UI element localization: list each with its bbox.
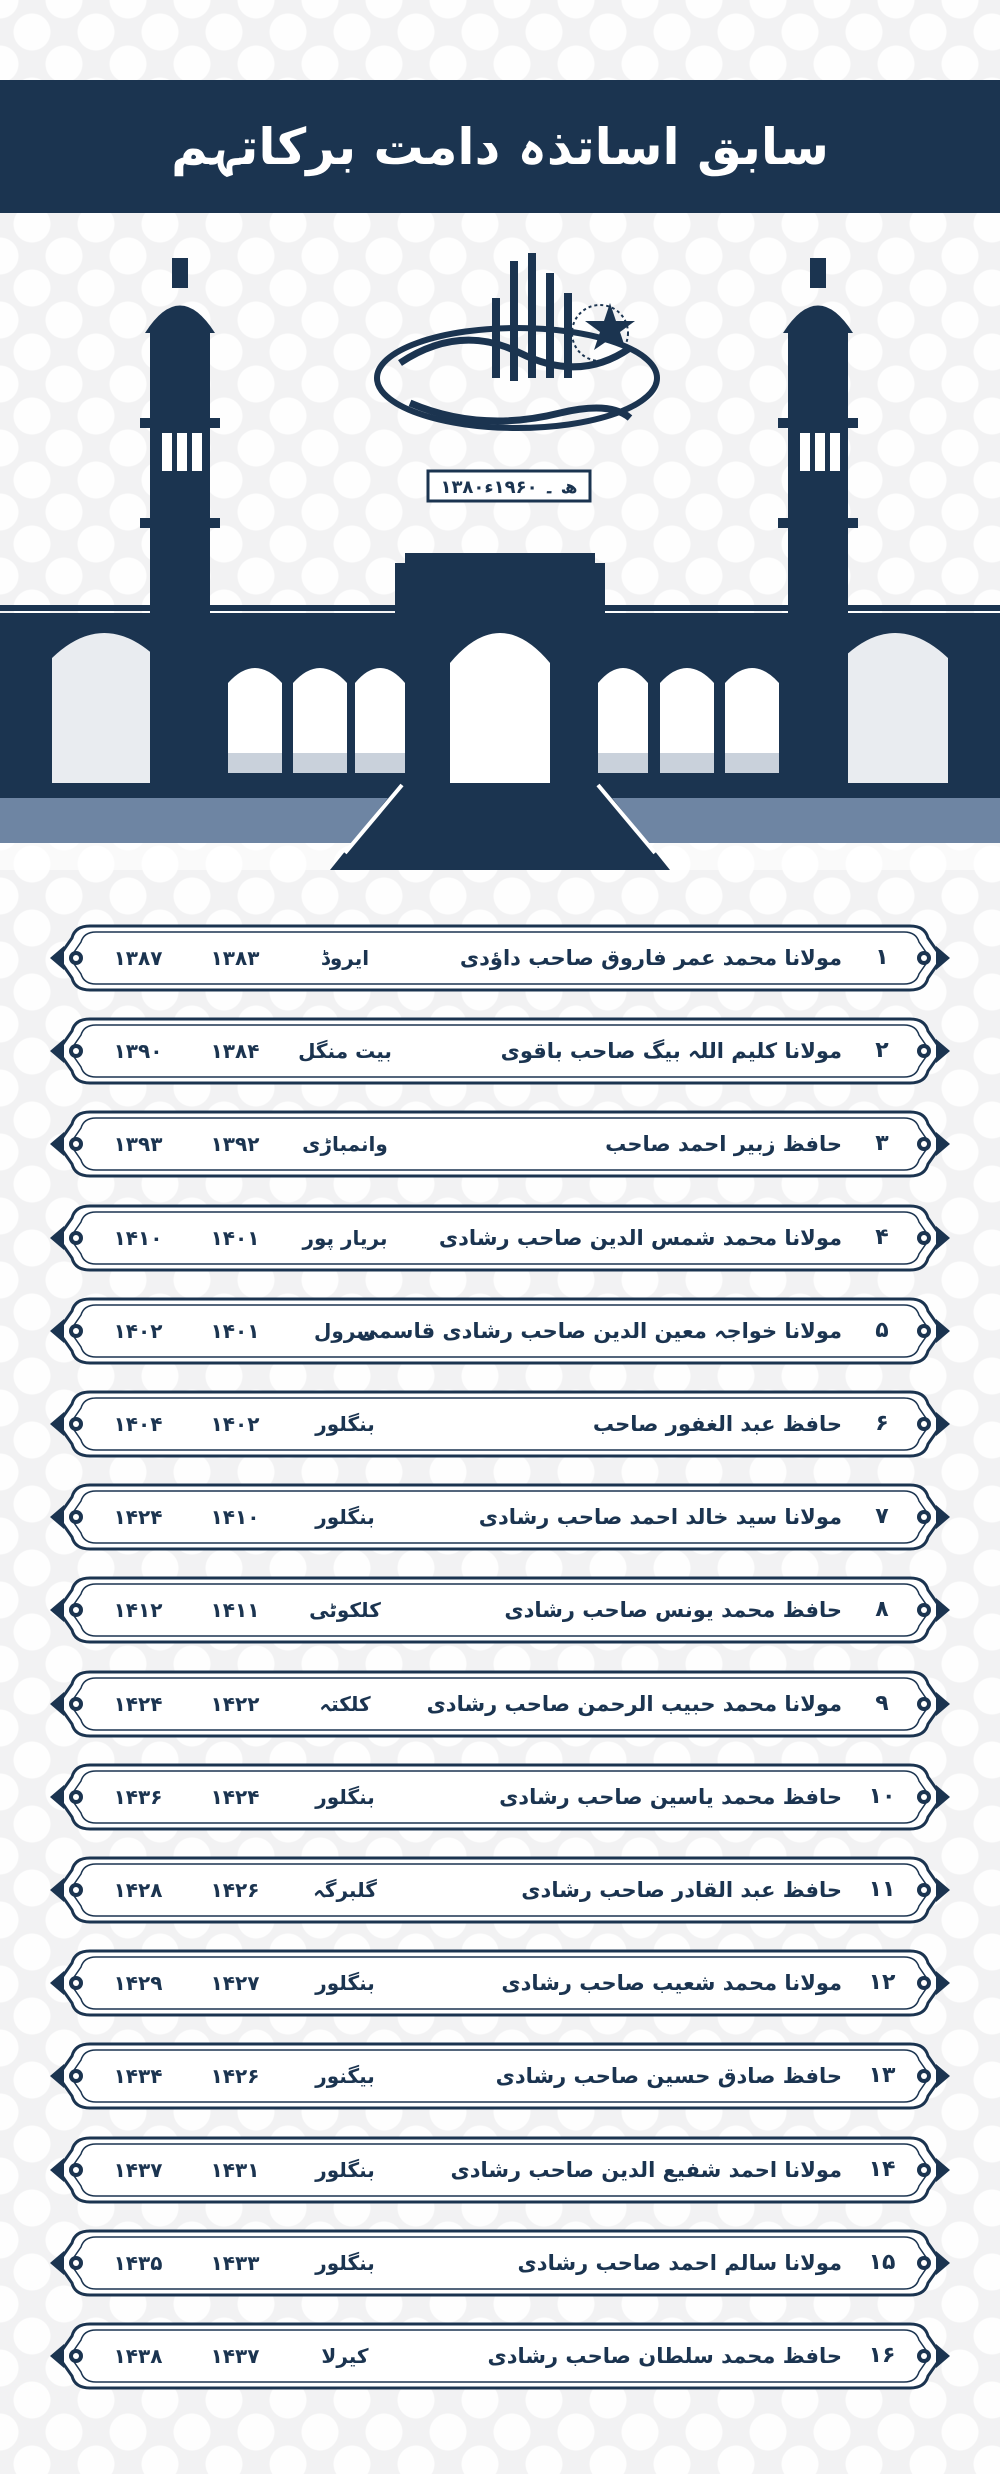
year-from: ۱۴۲۷ [210,1971,260,1995]
year-from: ۱۳۹۲ [210,1132,260,1156]
year-to: ۱۴۲۸ [113,1878,163,1902]
list-item [50,1477,950,1557]
teacher-name: حافظ صادق حسین صاحب رشادی [495,2064,842,2088]
row-number: ۵ [875,1318,889,1343]
teacher-place: بیگنور [315,2064,375,2088]
year-to: ۱۴۳۸ [113,2344,163,2368]
teacher-name: حافظ عبد القادر صاحب رشادی [521,1878,842,1902]
year-from: ۱۴۲۶ [210,1878,260,1902]
teacher-name: مولانا سید خالد احمد صاحب رشادی [478,1505,842,1529]
row-number: ۷ [875,1504,889,1529]
year-to: ۱۴۳۷ [113,2158,163,2182]
list-item [50,2130,950,2210]
teacher-name: حافظ محمد یونس صاحب رشادی [504,1598,842,1622]
teacher-name: مولانا محمد شمس الدین صاحب رشادی [438,1226,842,1250]
teacher-place: کیرلا [321,2344,369,2368]
logo-emblem [377,253,657,501]
left-minaret [140,258,220,798]
teacher-place: گلبرگہ [313,1878,377,1902]
row-number: ۱۲ [868,1970,896,1995]
year-from: ۱۴۰۲ [210,1412,260,1436]
teacher-name: مولانا محمد حبیب الرحمن صاحب رشادی [426,1692,842,1716]
list-item [50,1198,950,1278]
year-to: ۱۴۰۲ [113,1319,163,1343]
year-from: ۱۴۰۱ [210,1319,260,1343]
teacher-name: مولانا احمد شفیع الدین صاحب رشادی [450,2158,842,2182]
founding-year: ۱۳۸۰ھ ۔ ۱۹۶۰ء [440,477,578,498]
teacher-name: مولانا خواجہ معین الدین صاحب رشادی قاسمی [357,1319,842,1343]
teacher-place: کلکتہ [319,1692,371,1716]
row-number: ۹ [875,1691,889,1716]
right-minaret [778,258,858,798]
row-number: ۱۱ [868,1877,896,1902]
teacher-place: بنگلور [315,1971,375,1995]
year-from: ۱۴۲۲ [210,1692,260,1716]
teacher-place: وانمباڑی [302,1132,388,1156]
row-number: ۱۵ [868,2250,896,2275]
row-number: ۸ [875,1597,889,1622]
teacher-place: بنگلور [315,1785,375,1809]
year-from: ۱۴۳۱ [210,2158,260,2182]
year-to: ۱۳۹۰ [113,1039,163,1063]
year-to: ۱۴۲۴ [113,1505,163,1529]
list-item [50,1104,950,1184]
teacher-name: مولانا سالم احمد صاحب رشادی [517,2251,842,2275]
list-item [50,1570,950,1650]
list-item [50,2223,950,2303]
page-title: سابق اساتذہ دامت برکاتہم [171,117,829,176]
year-from: ۱۴۳۷ [210,2344,260,2368]
year-to: ۱۴۳۶ [113,1785,163,1809]
teacher-name: حافظ محمد یاسین صاحب رشادی [499,1785,842,1809]
teacher-name: حافظ زبیر احمد صاحب [605,1132,842,1156]
list-item [50,1011,950,1091]
teacher-name: حافظ عبد الغفور صاحب [592,1412,842,1436]
row-number: ۱۶ [868,2343,896,2368]
list-item [50,1850,950,1930]
teacher-place: کلکوٹی [309,1598,381,1622]
year-from: ۱۳۸۳ [210,946,260,970]
teacher-name: حافظ محمد سلطان صاحب رشادی [487,2344,842,2368]
teacher-place: سرول [314,1319,376,1343]
year-to: ۱۴۲۴ [113,1692,163,1716]
year-from: ۱۴۰۱ [210,1226,260,1250]
teacher-name: مولانا کلیم اللہ بیگ صاحب باقوی [500,1039,842,1063]
year-to: ۱۴۱۲ [113,1598,163,1622]
row-number: ۶ [875,1411,889,1436]
year-to: ۱۴۳۴ [113,2064,163,2088]
row-number: ۱۴ [868,2157,896,2182]
list-item [50,918,950,998]
teacher-place: بنگلور [315,2158,375,2182]
list-item [50,1943,950,2023]
header-band [0,80,1000,213]
row-number: ۴ [875,1225,889,1250]
teacher-place: بریار پور [302,1226,388,1250]
year-to: ۱۳۸۷ [113,946,163,970]
list-item [50,2036,950,2116]
year-to: ۱۴۰۴ [113,1412,163,1436]
list-item [50,2316,950,2396]
teacher-name: مولانا محمد شعیب صاحب رشادی [501,1971,842,1995]
row-number: ۳ [875,1131,889,1156]
list-item [50,1664,950,1744]
year-from: ۱۴۳۳ [210,2251,260,2275]
row-number: ۱۰ [868,1784,896,1809]
list-item [50,1757,950,1837]
year-to: ۱۳۹۳ [113,1132,163,1156]
teacher-place: بیت منگل [298,1039,392,1063]
year-from: ۱۴۲۶ [210,2064,260,2088]
year-from: ۱۴۲۴ [210,1785,260,1809]
row-number: ۲ [875,1038,889,1063]
teacher-place: بنگلور [315,1412,375,1436]
year-from: ۱۴۱۱ [210,1598,260,1622]
year-from: ۱۴۱۰ [210,1505,260,1529]
year-to: ۱۴۲۹ [113,1971,163,1995]
year-from: ۱۳۸۴ [210,1039,260,1063]
hero-illustration [0,213,1000,870]
teacher-place: ایروڈ [320,946,370,970]
teacher-name: مولانا محمد عمر فاروق صاحب داؤدی [459,946,842,970]
year-to: ۱۴۱۰ [113,1226,163,1250]
mosque-illustration [0,213,1000,870]
list-item [50,1291,950,1371]
row-number: ۱ [875,945,889,970]
teacher-place: بنگلور [315,1505,375,1529]
year-to: ۱۴۳۵ [113,2251,163,2275]
list-item [50,1384,950,1464]
row-number: ۱۳ [868,2063,896,2088]
teacher-place: بنگلور [315,2251,375,2275]
